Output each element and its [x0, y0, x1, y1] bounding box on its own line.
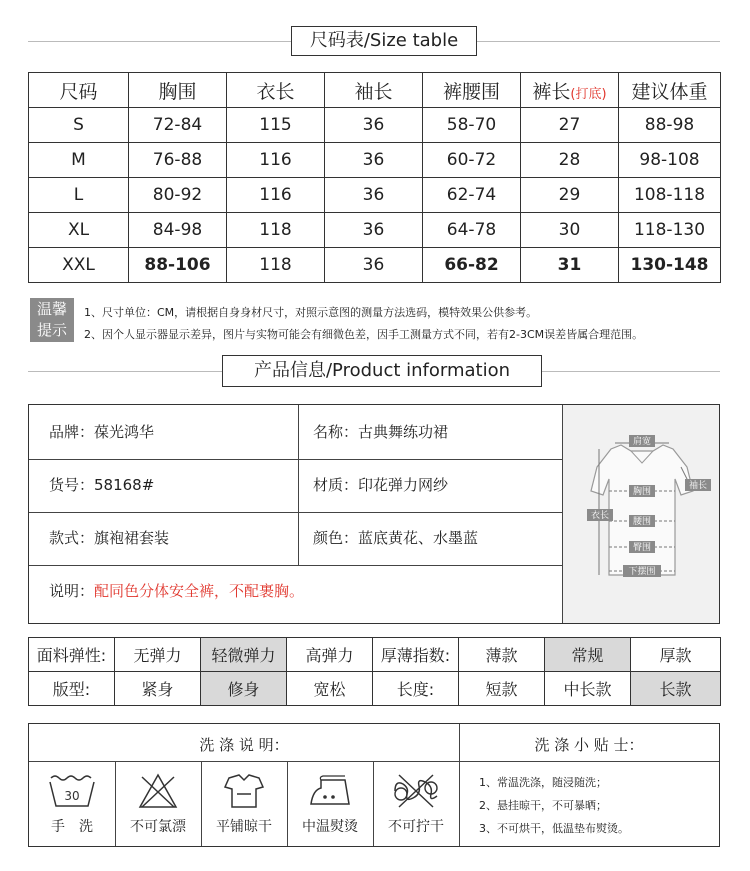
washing-box: [28, 723, 720, 847]
size-table: [28, 72, 721, 283]
table-cell: 88-98: [619, 108, 721, 143]
table-cell: 31: [521, 248, 619, 283]
header-base-layer-note: (打底): [570, 86, 607, 102]
wash-tips-title: 洗 涤 小 贴 士：: [534, 736, 644, 754]
table-cell: 60-72: [423, 143, 521, 178]
header-chest: 胸围: [129, 73, 227, 108]
table-row: [29, 178, 721, 213]
table-cell: 27: [521, 108, 619, 143]
thickness-label: 厚薄指数:: [373, 638, 459, 672]
no-wring-label: 不可拧干: [388, 819, 444, 835]
no-bleach-label: 不可氯漂: [130, 819, 186, 835]
option-long: 长款: [631, 672, 721, 706]
header-pants-waist: 裤腰围: [423, 73, 521, 108]
table-cell: 62-74: [423, 178, 521, 213]
tip-line-1: 1、尺寸单位：CM，请根据自身身材尺寸，对照示意图的测量方法选码，模特效果公供参考。: [84, 306, 538, 319]
note-field: [49, 581, 304, 601]
header-weight: 建议体重: [619, 73, 721, 108]
option-tight: 紧身: [115, 672, 201, 706]
brand-field: 品牌：葆光鸿华: [49, 423, 155, 441]
style-field: 款式：旗袍裙套装: [49, 529, 170, 547]
table-cell: XL: [29, 213, 129, 248]
option-slight-stretch: 轻微弹力: [201, 638, 287, 672]
header-pants-length-label: 裤长: [532, 80, 571, 103]
option-thin: 薄款: [459, 638, 545, 672]
wash-tip-1: 1、常温洗涤，随浸随洗；: [479, 776, 607, 789]
note-text: 配同色分体安全裤，不配裹胸。: [94, 582, 305, 600]
table-cell: 116: [227, 143, 325, 178]
table-cell: 88-106: [129, 248, 227, 283]
header-length: 衣长: [227, 73, 325, 108]
note-label: 说明：: [49, 582, 95, 600]
table-cell: S: [29, 108, 129, 143]
divider: [29, 459, 562, 460]
table-cell: 76-88: [129, 143, 227, 178]
diagram-hem-label: 下摆围: [628, 567, 656, 577]
tips-badge: [30, 298, 74, 342]
hand-wash-label: 手 洗: [51, 819, 93, 835]
tip-line-2: 2、因个人显示器显示差异，图片与实物可能会有细微色差，因手工测量方式不同，若有2-3CM误差皆属合理范围。: [84, 328, 644, 341]
diagram-hip-label: 臀围: [632, 543, 652, 553]
header-sleeve: 袖长: [325, 73, 423, 108]
table-cell: 29: [521, 178, 619, 213]
table-cell: 108-118: [619, 178, 721, 213]
product-info-title: 产品信息/Product information: [222, 355, 542, 387]
header-size: 尺码: [29, 73, 129, 108]
item-number-field: 货号：58168#: [49, 476, 155, 494]
hand-wash-icon: [47, 772, 97, 810]
table-cell: 36: [325, 143, 423, 178]
table-cell: 98-108: [619, 143, 721, 178]
name-field: 名称：古典舞练功裙: [313, 423, 449, 441]
attributes-table: [28, 637, 721, 706]
tips-badge-line2: 提示: [36, 321, 67, 339]
table-cell: 130-148: [619, 248, 721, 283]
diagram-waist-label: 腰围: [632, 517, 652, 527]
option-loose: 宽松: [287, 672, 373, 706]
diagram-sleeve-label: 袖长: [688, 481, 708, 491]
no-bleach-icon: [137, 772, 179, 810]
table-cell: 118-130: [619, 213, 721, 248]
fit-label: 版型:: [29, 672, 115, 706]
wash-tip-3: 3、不可烘干，低温垫布熨烫。: [479, 822, 629, 835]
option-mid-length: 中长款: [545, 672, 631, 706]
table-cell: L: [29, 178, 129, 213]
attribute-row-fabric: [29, 638, 721, 672]
table-row: [29, 213, 721, 248]
table-cell: 118: [227, 213, 325, 248]
size-table-title: 尺码表/Size table: [291, 26, 477, 56]
option-short: 短款: [459, 672, 545, 706]
color-field: 颜色：蓝底黄花、水墨蓝: [313, 529, 479, 547]
table-cell: 66-82: [423, 248, 521, 283]
diagram-shoulder-label: 肩宽: [632, 437, 652, 447]
table-cell: 80-92: [129, 178, 227, 213]
attribute-row-fit: [29, 672, 721, 706]
divider: [29, 761, 719, 762]
table-cell: 118: [227, 248, 325, 283]
table-cell: 28: [521, 143, 619, 178]
table-cell: M: [29, 143, 129, 178]
table-row: [29, 143, 721, 178]
option-high-stretch: 高弹力: [287, 638, 373, 672]
table-cell: 30: [521, 213, 619, 248]
product-info-box: [28, 404, 720, 624]
table-cell: 72-84: [129, 108, 227, 143]
no-wring-icon: [391, 772, 441, 810]
table-cell: 64-78: [423, 213, 521, 248]
table-cell: 84-98: [129, 213, 227, 248]
option-regular: 常规: [545, 638, 631, 672]
table-row: [29, 248, 721, 283]
header-pants-length: [521, 73, 619, 108]
flat-dry-label: 平铺晾干: [216, 819, 272, 835]
divider: [29, 565, 562, 566]
table-cell: 116: [227, 178, 325, 213]
table-cell: 115: [227, 108, 325, 143]
divider: [298, 405, 299, 565]
table-cell: 58-70: [423, 108, 521, 143]
table-cell: 36: [325, 248, 423, 283]
table-cell: 36: [325, 213, 423, 248]
tips-badge-line1: 温馨: [36, 300, 67, 318]
wash-tip-2: 2、悬挂晾干，不可暴晒；: [479, 799, 607, 812]
wash-instructions-title: 洗 涤 说 明：: [199, 736, 289, 754]
option-no-stretch: 无弹力: [115, 638, 201, 672]
table-cell: 36: [325, 108, 423, 143]
garment-measurement-diagram: [563, 405, 719, 623]
iron-medium-icon: [307, 774, 355, 810]
flat-dry-icon: [223, 772, 265, 810]
material-field: 材质：印花弹力网纱: [313, 476, 449, 494]
option-slim: 修身: [201, 672, 287, 706]
table-cell: XXL: [29, 248, 129, 283]
iron-medium-label: 中温熨烫: [302, 819, 358, 835]
option-thick: 厚款: [631, 638, 721, 672]
table-cell: 36: [325, 178, 423, 213]
table-row: [29, 108, 721, 143]
length-label: 长度:: [373, 672, 459, 706]
divider: [29, 512, 562, 513]
diagram-length-label: 衣长: [590, 511, 610, 521]
wash-temperature: 30: [64, 789, 80, 803]
size-table-header: [29, 73, 721, 108]
diagram-chest-label: 胸围: [632, 487, 652, 497]
elasticity-label: 面料弹性:: [29, 638, 115, 672]
